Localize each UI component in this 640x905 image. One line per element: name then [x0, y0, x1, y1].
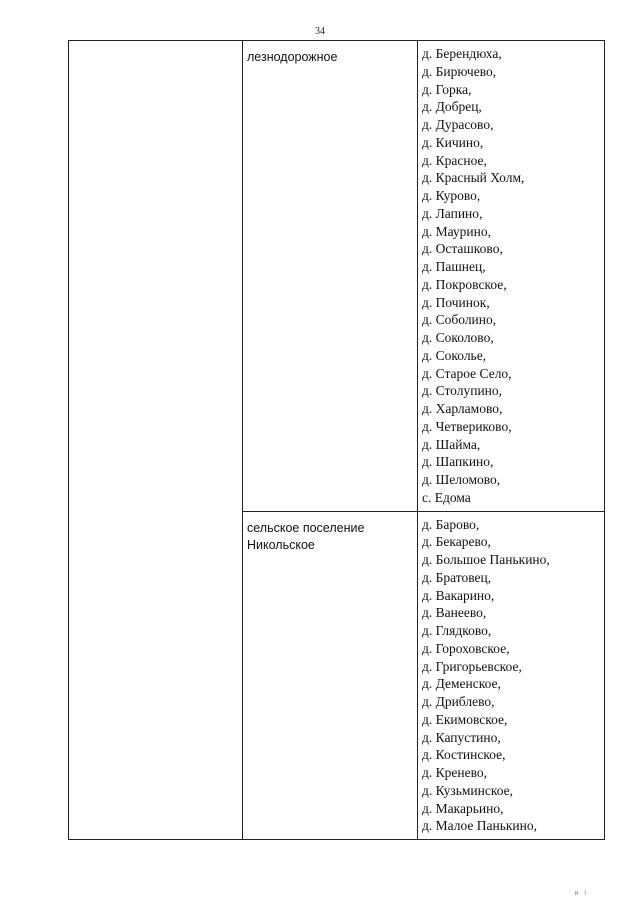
village-item: д. Четвериково, [422, 418, 512, 434]
village-item: д. Макарьино, [422, 800, 504, 816]
village-item: д. Лапино, [422, 205, 483, 221]
village-item: д. Братовец, [422, 569, 492, 585]
district-cell [69, 41, 243, 840]
settlements-table [68, 40, 605, 840]
village-item: д. Бирючево, [422, 63, 497, 79]
village-item: д. Соколово, [422, 330, 494, 345]
settlement-name: сельское поселение Никольское [247, 520, 365, 552]
village-list [418, 512, 604, 840]
settlement-cell [243, 41, 418, 512]
village-item: д. Деменское, [422, 676, 501, 692]
village-item: д. Харламово, [422, 401, 503, 416]
village-item: д. Соболино, [422, 312, 497, 328]
village-item: д. Курово, [422, 188, 481, 203]
village-item: д. Кренево, [422, 765, 487, 780]
village-item: д. Столупино, [422, 383, 503, 399]
village-item: д. Шеломово, [422, 472, 501, 487]
village-item: д. Починок, [422, 294, 490, 310]
settlement-name: лезнодорожное [247, 50, 338, 64]
village-item: д. Бекарево, [422, 534, 491, 550]
page-number: 34 [315, 26, 325, 37]
village-item: д. Маурино, [422, 223, 492, 239]
village-item: д. Покровское, [422, 276, 507, 292]
village-item: д. Соколье, [422, 347, 487, 363]
village-item: д. Глядково, [422, 623, 492, 638]
village-item: д. Кузьминское, [422, 782, 513, 798]
settlement-cell [243, 511, 418, 840]
village-item: д. Костинское, [422, 747, 506, 763]
village-item: д. Красное, [422, 152, 487, 168]
village-item: д. Шайма, [422, 436, 481, 452]
corner-mark: и і [574, 890, 588, 897]
village-item: д. Берендюха, [422, 46, 502, 61]
village-item: д. Красный Холм, [422, 170, 525, 186]
village-item: д. Гороховское, [422, 640, 510, 656]
village-item: д. Кичино, [422, 134, 484, 150]
village-item: д. Григорьевское, [422, 658, 522, 674]
village-item: д. Добрец, [422, 99, 482, 115]
village-list [418, 41, 604, 511]
village-item: д. Вакарино, [422, 587, 495, 603]
village-item: д. Пашнец, [422, 259, 486, 274]
village-item: д. Капустино, [422, 729, 501, 745]
villages-cell [418, 511, 605, 840]
village-item: д. Горка, [422, 81, 472, 97]
village-item: д. Барово, [422, 516, 480, 532]
village-item: с. Едома [422, 489, 471, 505]
village-item: д. Большое Панькино, [422, 552, 550, 567]
table-row [69, 41, 605, 512]
village-item: д. Екимовское, [422, 711, 508, 727]
village-item: д. Дурасово, [422, 117, 494, 132]
village-item: д. Дриблево, [422, 694, 495, 709]
village-item: д. Старое Село, [422, 365, 512, 381]
village-item: д. Ванеево, [422, 605, 487, 621]
village-item: д. Шапкино, [422, 454, 494, 470]
villages-cell [418, 41, 605, 512]
village-item: д. Малое Панькино, [422, 818, 538, 834]
village-item: д. Осташково, [422, 241, 503, 257]
